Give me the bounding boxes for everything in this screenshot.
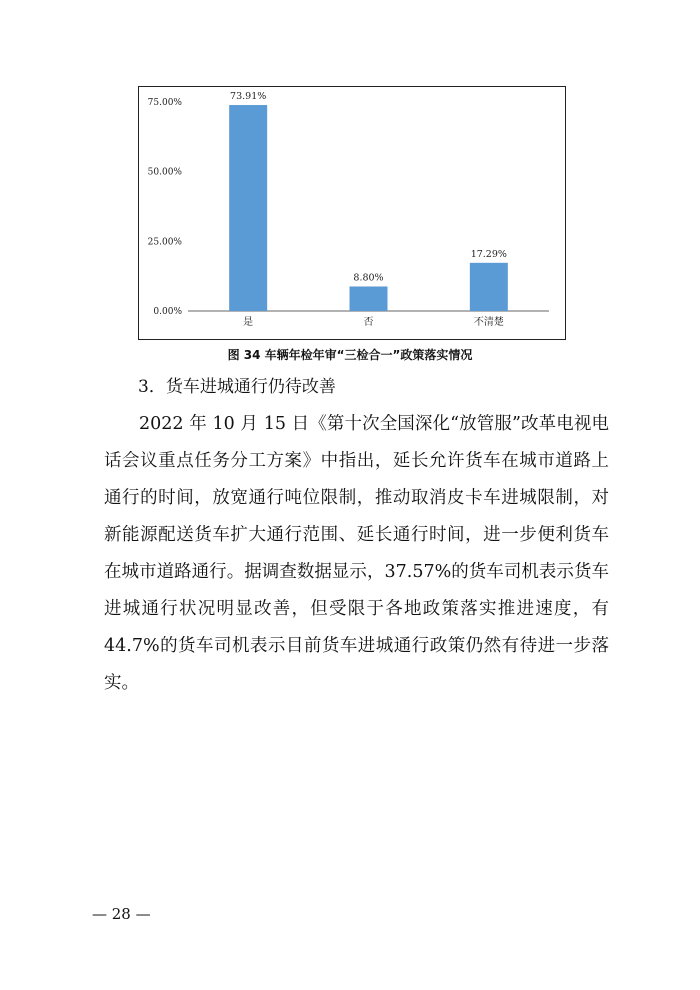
y-tick-label: 50.00% bbox=[147, 167, 182, 178]
figure-caption: 图 34 车辆年检年审“三检合一”政策落实情况 bbox=[227, 348, 473, 362]
page-number: — 28 — bbox=[92, 905, 151, 923]
bar bbox=[229, 105, 267, 311]
chart-canvas bbox=[139, 87, 567, 341]
y-tick-label: 0.00% bbox=[153, 307, 182, 317]
bar bbox=[470, 263, 508, 311]
y-tick-label: 25.00% bbox=[147, 237, 182, 248]
section-heading: 3．货车进城通行仍待改善 bbox=[138, 377, 336, 397]
data-label: 73.91% bbox=[230, 91, 267, 103]
bar bbox=[350, 286, 388, 311]
body-paragraph: 2022 年 10 月 15 日《第十次全国深化“放管服”改革电视电话会议重点任务分工方案》中指出，延长允许货车在城市道路上通行的时间，放宽通行吨位限制，推动取消皮卡车进城限制，对新能源配送货车扩大通行范围、延长通行时间，进一步便利货车在城市道路通行。据调查数据显示，37.57%的货车司机表示货车进城通行状况明显改善，但受限于各地政策落实推进速度，有 44.7%的货车司机表示目前货车进城通行政策仍然有待进一步落实。 bbox=[104, 414, 609, 693]
x-tick-label: 否 bbox=[363, 317, 374, 328]
x-tick-label: 不清楚 bbox=[473, 317, 504, 328]
data-label: 8.80% bbox=[353, 272, 384, 284]
data-label: 17.29% bbox=[470, 248, 507, 260]
y-tick-label: 75.00% bbox=[147, 98, 182, 108]
bar-chart bbox=[138, 86, 566, 340]
x-tick-label: 是 bbox=[243, 317, 254, 328]
